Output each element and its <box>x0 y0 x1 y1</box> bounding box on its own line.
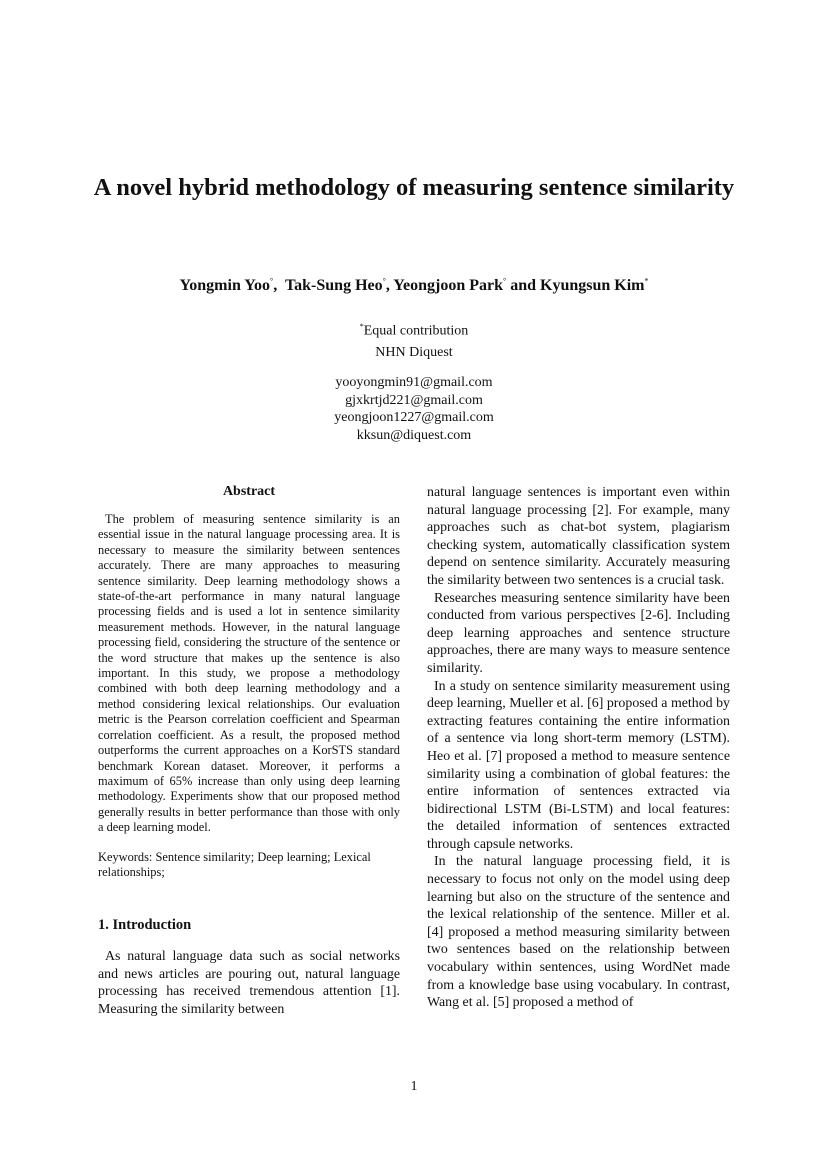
author-email: gjxkrtjd221@gmail.com <box>345 392 483 408</box>
left-column <box>98 484 400 1018</box>
introduction-paragraph-3: In a study on sentence similarity measurement using deep learning, Mueller et al. [6] proposed a method by extracting features containing the entire information of a sentence via long short-term memory (LSTM). Heo et al. [7] proposed a method to measure sentence similarity using a combination of global features: the entire information of sentences extracted via bidirectional LSTM (Bi-LSTM) and local features: the detailed information of sentences extracted through capsule networks. <box>427 678 730 852</box>
email-list <box>0 374 828 444</box>
author-email: kksun@diquest.com <box>356 427 472 443</box>
introduction-paragraph-1: As natural language data such as social networks and news articles are pouring out, natural language processing has received tremendous attention [1]. Measuring the similarity between <box>98 949 400 1017</box>
author-1: Yongmin Yoo°, <box>179 277 285 295</box>
author-3: Yeongjoon Park° and <box>393 277 541 295</box>
introduction-paragraph-2: Researches measuring sentence similarity have been conducted from various perspectives [2-6]. Including deep learning approaches and sentence structure approaches, there are many ways to measure sentence similarity. <box>427 590 730 676</box>
introduction-paragraph-4: In the natural language processing field, it is necessary to focus not only on the model using deep learning but also on the structure of the sentence and the lexical relationship of the sentence. Miller et al. [4] proposed a method measuring similarity between two sentences based on the relationship between vocabulary within sentences, using WordNet made from a knowledge base using vocabulary. In contrast, Wang et al. [5] proposed a method of <box>427 854 730 1011</box>
paper-title: A novel hybrid methodology of measuring sentence similarity <box>93 174 735 201</box>
right-column <box>427 484 730 1012</box>
introduction-heading: 1. Introduction <box>98 917 192 934</box>
equal-contribution-note: *Equal contribution <box>359 322 469 339</box>
keywords: Keywords: Sentence similarity; Deep learning; Lexical relationships; <box>98 849 371 879</box>
author-2: Tak-Sung Heo°, <box>284 277 394 295</box>
abstract-text: The problem of measuring sentence similarity is an essential issue in the natural language processing area. It is necessary to measure the similarity between sentences accurately. There are many approaches to measuring sentence similarity. Deep learning methodology shows a state-of-the-art performance in many natural language processing fields and is used a lot in sentence similarity measurement methods. However, in the natural language processing field, considering the structure of the sentence or the word structure that makes up the sentence is also important. In this study, we propose a methodology combined with both deep learning methodology and a method considering lexical relationships. Our evaluation metric is the Pearson correlation coefficient and Spearman correlation coefficient. As a result, the proposed method outperforms the current approaches on a KorSTS standard benchmark Korean dataset. Moreover, it performs a maximum of 65% increase than only using deep learning methodology. Experiments show that our proposed method generally results in better performance than those with only a deep learning model. <box>98 512 400 835</box>
author-email: yeongjoon1227@gmail.com <box>334 410 494 426</box>
page-number: 1 <box>410 1079 418 1094</box>
abstract-heading: Abstract <box>222 484 276 499</box>
author-email: yooyongmin91@gmail.com <box>335 375 493 390</box>
author-list <box>0 277 828 295</box>
affiliation-block <box>0 316 828 363</box>
organization-name: NHN Diquest <box>375 344 453 360</box>
introduction-paragraph-1-continued: natural language sentences is important even within natural language processing [2]. For example, many approaches such as chat-bot system, plagiarism checking system, automatically classification system depend on sentence similarity. Accurately measuring the similarity between two sentences is a crucial task. <box>427 485 730 588</box>
author-4: Kyungsun Kim* <box>540 277 649 295</box>
